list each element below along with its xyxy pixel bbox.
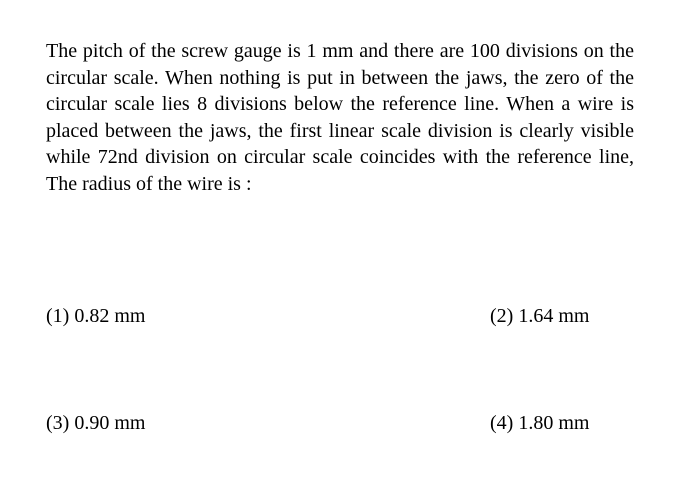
question-text: The pitch of the screw gauge is 1 mm and there are 100 divisions on the circular scale. When nothing is put in between the jaws, the zero of the circular scale lies 8 divisions below the reference line. When a wire is placed between the jaws, the first linear scale division is clearly visible while 72nd division on circular scale coincides with the reference line, The radius of the wire is : [46, 40, 634, 195]
option-3: (3) 0.90 mm [46, 412, 146, 434]
option-4: (4) 1.80 mm [490, 412, 590, 434]
option-1: (1) 0.82 mm [46, 305, 146, 327]
option-2: (2) 1.64 mm [490, 305, 590, 327]
